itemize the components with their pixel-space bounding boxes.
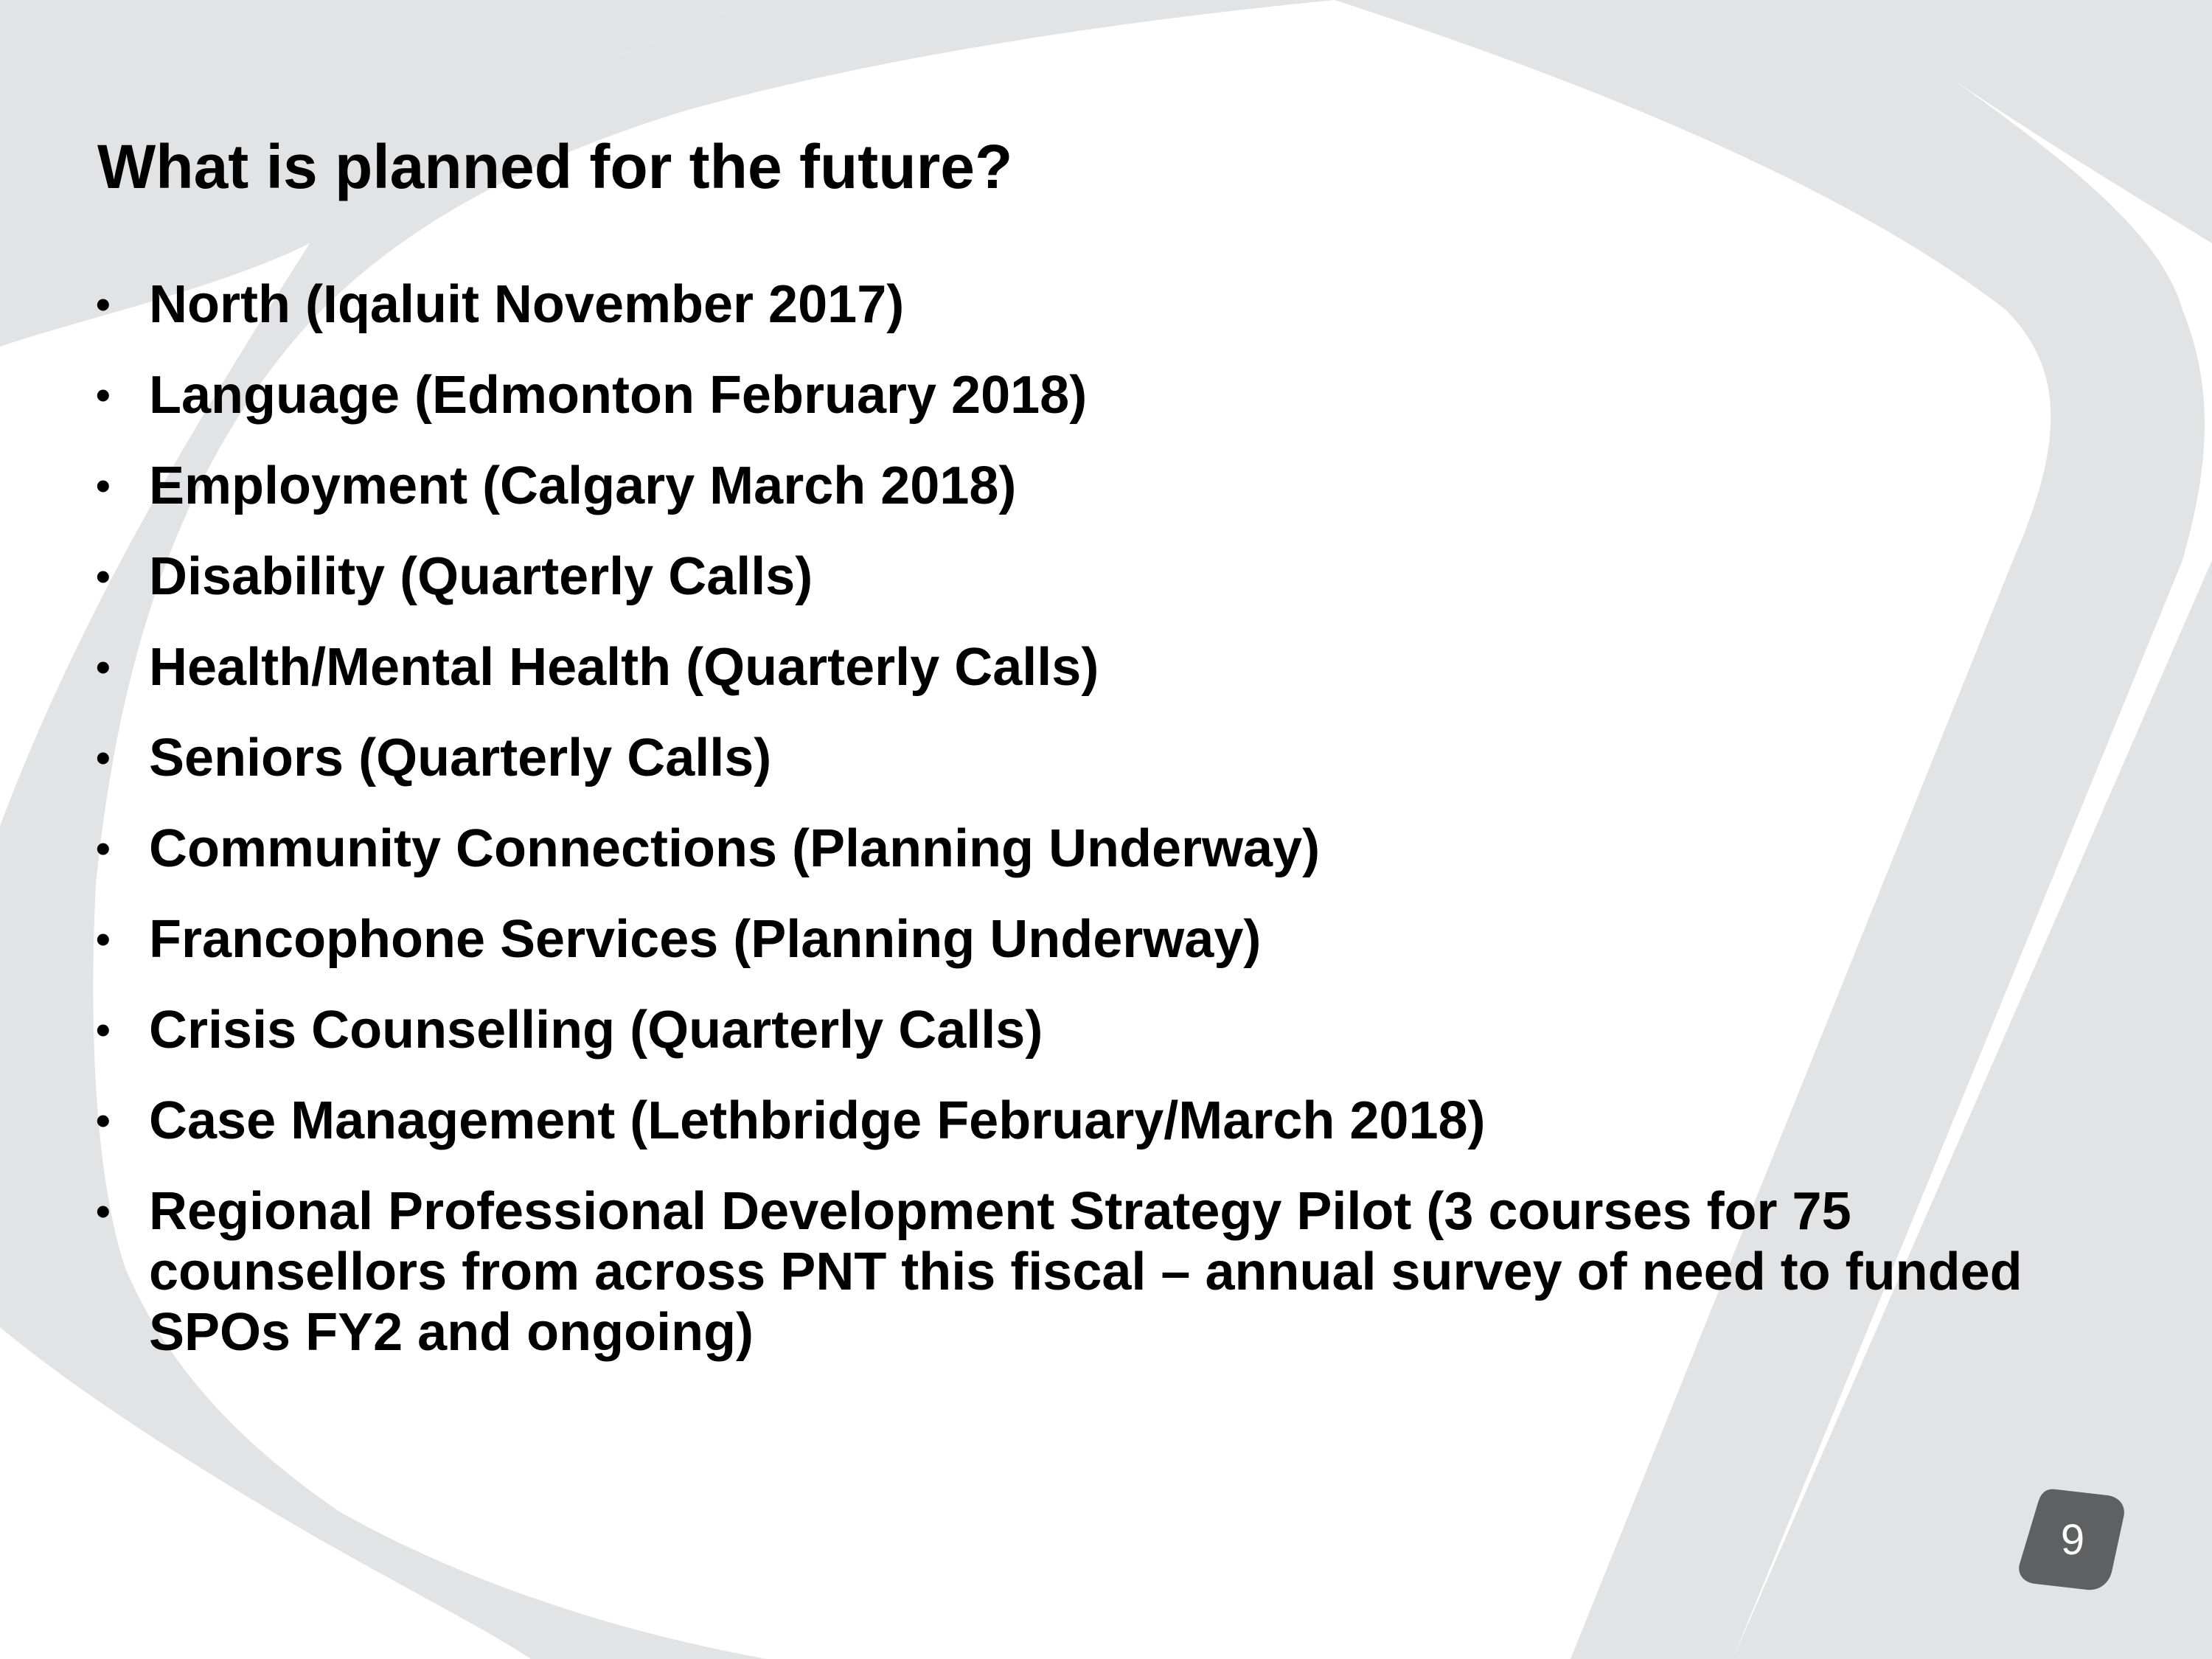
bullet-item [96, 546, 2146, 607]
page-number: 9 [2060, 1516, 2085, 1564]
bullet-item [96, 728, 2146, 788]
bullet-item [96, 274, 2146, 335]
bullet-text: Francophone Services (Planning Underway) [149, 910, 1262, 969]
bullet-symbol: • [96, 916, 111, 962]
bullet-item [96, 909, 2146, 970]
bullet-symbol: • [96, 553, 111, 599]
bullet-text: Community Connections (Planning Underway) [149, 819, 1321, 878]
bullet-symbol: • [96, 462, 111, 509]
bullet-text: Disability (Quarterly Calls) [149, 547, 813, 606]
bullet-symbol: • [96, 1006, 111, 1053]
bullet-list [96, 274, 2146, 1393]
bullet-item [96, 1091, 2146, 1151]
bullet-item [96, 818, 2146, 879]
bullet-symbol: • [96, 734, 111, 781]
bullet-symbol: • [96, 644, 111, 690]
bullet-item [96, 365, 2146, 425]
bullet-item [96, 1000, 2146, 1060]
bullet-item [96, 1181, 2146, 1363]
bullet-symbol: • [96, 825, 111, 872]
bullet-item [96, 456, 2146, 516]
slide-title: What is planned for the future? [97, 132, 1013, 201]
bullet-symbol: • [96, 281, 111, 327]
bullet-text: Regional Professional Development Strategy Pilot (3 courses for 75 counsellors from across PNT this fiscal – annual survey of need to funded SPOs FY2 and ongoing) [149, 1182, 2023, 1362]
bullet-text: Health/Mental Health (Quarterly Calls) [149, 638, 1099, 697]
bullet-symbol: • [96, 1097, 111, 1144]
bullet-text: Employment (Calgary March 2018) [149, 456, 1017, 515]
bullet-symbol: • [96, 1188, 111, 1234]
bullet-symbol: • [96, 372, 111, 418]
bullet-text: Crisis Counselling (Quarterly Calls) [149, 1001, 1043, 1060]
bullet-text: Seniors (Quarterly Calls) [149, 728, 772, 787]
bullet-item [96, 637, 2146, 698]
bullet-text: Case Management (Lethbridge February/March 2018) [149, 1091, 1486, 1150]
bullet-text: North (Iqaluit November 2017) [149, 275, 905, 334]
bullet-text: Language (Edmonton February 2018) [149, 366, 1088, 425]
